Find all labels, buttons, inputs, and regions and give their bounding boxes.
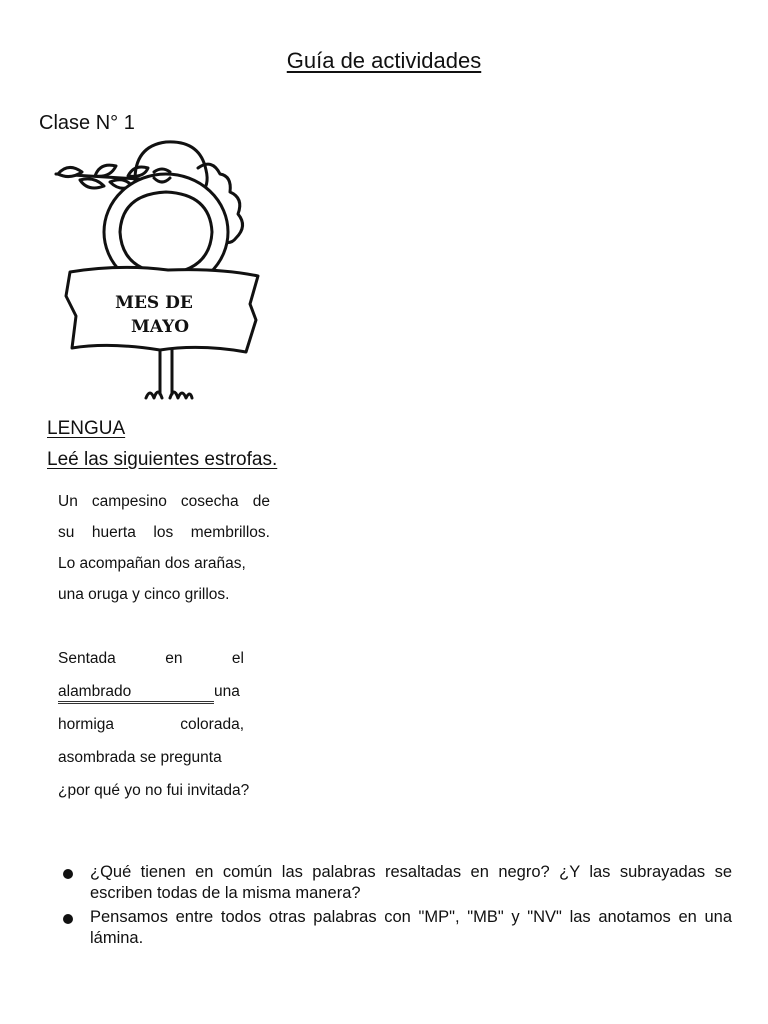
word: Sentada: [58, 650, 116, 667]
word: su: [58, 524, 75, 541]
double-underlined-word: alambrado: [58, 683, 214, 704]
section-heading: LENGUA: [47, 418, 126, 439]
word: en: [165, 650, 183, 667]
bird-sign-illustration: [50, 136, 262, 404]
class-number: Clase N° 1: [39, 112, 135, 134]
verse-line: [58, 642, 244, 675]
verse-line: una oruga y cinco grillos.: [58, 586, 230, 603]
word: Un: [58, 493, 78, 510]
bullet-icon: [63, 869, 73, 879]
verse-line: ¿por qué yo no fui invitada?: [58, 782, 250, 799]
list-item: [60, 862, 732, 904]
sign-text-line1: MES DE: [115, 293, 193, 313]
sign-text-line2: MAYO: [130, 317, 190, 337]
verse-line: asombrada se pregunta: [58, 749, 222, 766]
section-instruction: Leé las siguientes estrofas.: [47, 449, 278, 470]
verse-line: [58, 486, 270, 517]
word: huerta: [91, 524, 136, 541]
question-text: ¿Qué tienen en común las palabras resaltadas en negro? ¿Y las subrayadas se escriben todas de la misma manera?: [90, 863, 732, 902]
word: hormiga: [58, 716, 114, 733]
bullet-icon: [63, 914, 73, 924]
word: campesino: [91, 493, 167, 510]
question-text: Pensamos entre todos otras palabras con "MP", "MB" y "NV" las anotamos en una lámina.: [90, 908, 732, 947]
word: membrillos.: [190, 524, 270, 541]
word: una: [214, 683, 240, 700]
question-list: [60, 862, 732, 952]
verse-line: [58, 708, 244, 741]
page-title: Guía de actividades: [286, 48, 482, 73]
verse-line: Lo acompañan dos arañas,: [58, 555, 246, 572]
word: los: [153, 524, 174, 541]
verse-2: [58, 642, 250, 807]
word: de: [252, 493, 270, 510]
word: el: [231, 650, 244, 667]
list-item: [60, 907, 732, 949]
word: colorada,: [180, 716, 244, 733]
verse-line: [58, 675, 244, 708]
verse-line: [58, 517, 270, 548]
word: cosecha: [180, 493, 239, 510]
verse-1: [58, 486, 270, 610]
